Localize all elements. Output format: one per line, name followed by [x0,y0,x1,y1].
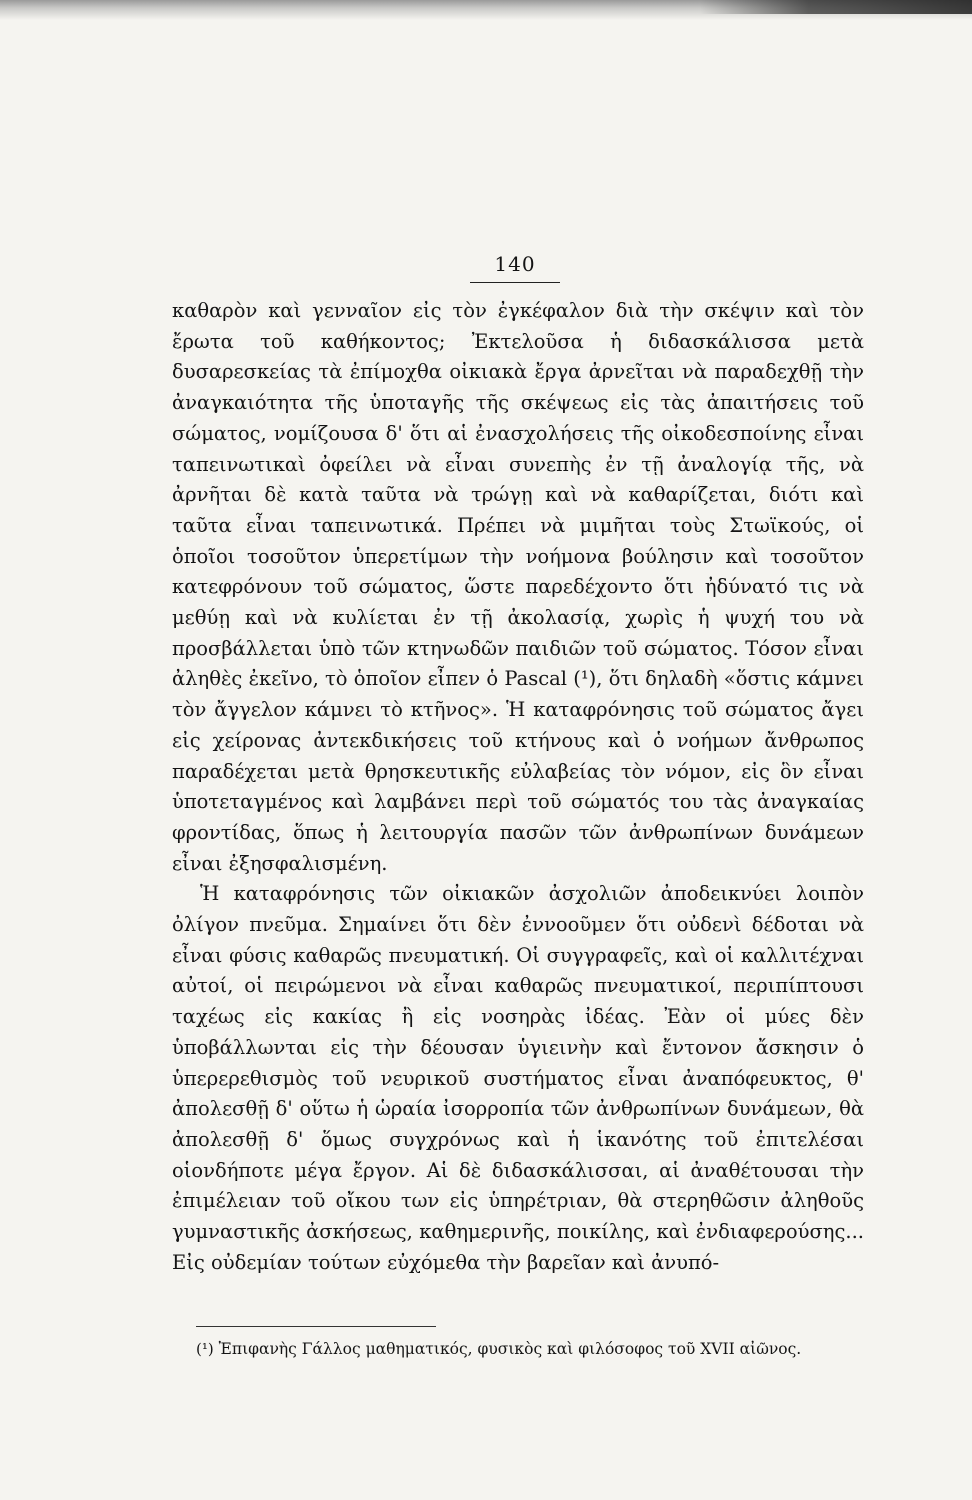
scan-top-edge-shadow [700,0,972,14]
paragraph-2: Ἡ καταφρόνησις τῶν οἰκιακῶν ἀσχολιῶν ἀποδεικνύει λοιπὸν ὀλίγον πνεῦμα. Σημαίνει ὅτι δὲν ἐννοοῦμεν ὅτι οὐδενὶ δέδοται νὰ εἶναι φύσις καθαρῶς πνευματική. Οἱ συγγραφεῖς, καὶ οἱ καλλιτέχναι αὐτοί, οἱ πειρώμενοι νὰ εἶναι καθαρῶς πνευματικοί, περιπίπτουσι ταχέως εἰς κακίας ἢ εἰς νοσηρὰς ἰδέας. Ἐὰν οἱ μύες δὲν ὑποβάλλωνται εἰς τὴν δέουσαν ὑγιεινὴν καὶ ἔντονον ἄσκησιν ὁ ὑπερερεθισμὸς τοῦ νευρικοῦ συστήματος εἶναι ἀναπόφευκτος, θ' ἀπολεσθῇ δ' οὕτω ἡ ὡραία ἰσορροπία τῶν ἀνθρωπίνων δυνάμεων, θὰ ἀπολεσθῇ δ' ὅμως συγχρόνως καὶ ἡ ἱκανότης τοῦ ἐπιτελέσαι οἱονδήποτε μέγα ἔργον. Αἱ δὲ διδασκάλισσαι, αἱ ἀναθέτουσαι τὴν ἐπιμέλειαν τοῦ οἴκου των εἰς ὑπηρέτριαν, θὰ στερηθῶσιν ἀληθοῦς γυμναστικῆς ἀσκήσεως, καθημερινῆς, ποικίλης, καὶ ἐνδιαφερούσης... Εἰς οὐδεμίαν τούτων εὐχόμεθα τὴν βαρεῖαν καὶ ἀνυπό- [172,882,864,1274]
footnote [196,1336,864,1362]
page-number: 140 [470,252,560,283]
paragraph-1: καθαρὸν καὶ γενναῖον εἰς τὸν ἐγκέφαλον διὰ τὴν σκέψιν καὶ τὸν ἔρωτα τοῦ καθήκοντος; Ἐκτελοῦσα ἡ διδασκάλισσα μετὰ δυσαρεσκείας τὰ ἐπίμοχθα οἰκιακὰ ἔργα ἀρνεῖται νὰ παραδεχθῇ τὴν ἀναγκαιότητα τῆς ὑποταγῆς τῆς σκέψεως εἰς τὰς ἀπαιτήσεις τοῦ σώματος, νομίζουσα δ' ὅτι αἱ ἐνασχολήσεις τῆς οἰκοδεσποίνης εἶναι ταπεινωτικαὶ ὀφείλει νὰ εἶναι συνεπὴς ἐν τῇ ἀναλογίᾳ τῆς, νὰ ἀρνῆται δὲ κατὰ ταῦτα νὰ τρώγῃ καὶ νὰ καθαρίζεται, διότι καὶ ταῦτα εἶναι ταπεινωτικά. Πρέπει νὰ μιμῆται τοὺς Στωϊκούς, οἱ ὁποῖοι τοσοῦτον ὑπερετίμων τὴν νοήμονα βούλησιν καὶ τοσοῦτον κατεφρόνουν τοῦ σώματος, ὥστε παρεδέχοντο ὅτι ἠδύνατό τις νὰ μεθύῃ καὶ νὰ κυλίεται ἐν τῇ ἀκολασίᾳ, χωρὶς ἡ ψυχή του νὰ προσβάλλεται ὑπὸ τῶν κτηνωδῶν παιδιῶν τοῦ σώματος. Τόσον εἶναι ἀληθὲς ἐκεῖνο, τὸ ὁποῖον εἶπεν ὁ Pascal (¹), ὅτι δηλαδὴ «ὅστις κάμνει τὸν ἄγγελον κάμνει τὸ κτῆνος». Ἡ καταφρόνησις τοῦ σώματος ἄγει εἰς χείρονας ἀντεκδικήσεις τοῦ κτήνους καὶ ὁ νοήμων ἄνθρωπος παραδέχεται μετὰ θρησκευτικῆς εὐλαβείας τὸν νόμον, εἰς ὃν εἶναι ὑποτεταγμένος καὶ λαμβάνει περὶ τοῦ σώματός του τὰς ἀναγκαίας φροντίδας, ὅπως ἡ λειτουργία πασῶν τῶν ἀνθρωπίνων δυνάμεων εἶναι ἐξησφαλισμένη. [172,299,864,875]
footnote-text: Ἐπιφανὴς Γάλλος μαθηματικός, φυσικὸς καὶ φιλόσοφος τοῦ XVII αἰῶνος. [218,1340,802,1358]
footnote-mark: (¹) [196,1340,214,1358]
body-text [172,296,864,1279]
footnote-separator [196,1326,436,1327]
